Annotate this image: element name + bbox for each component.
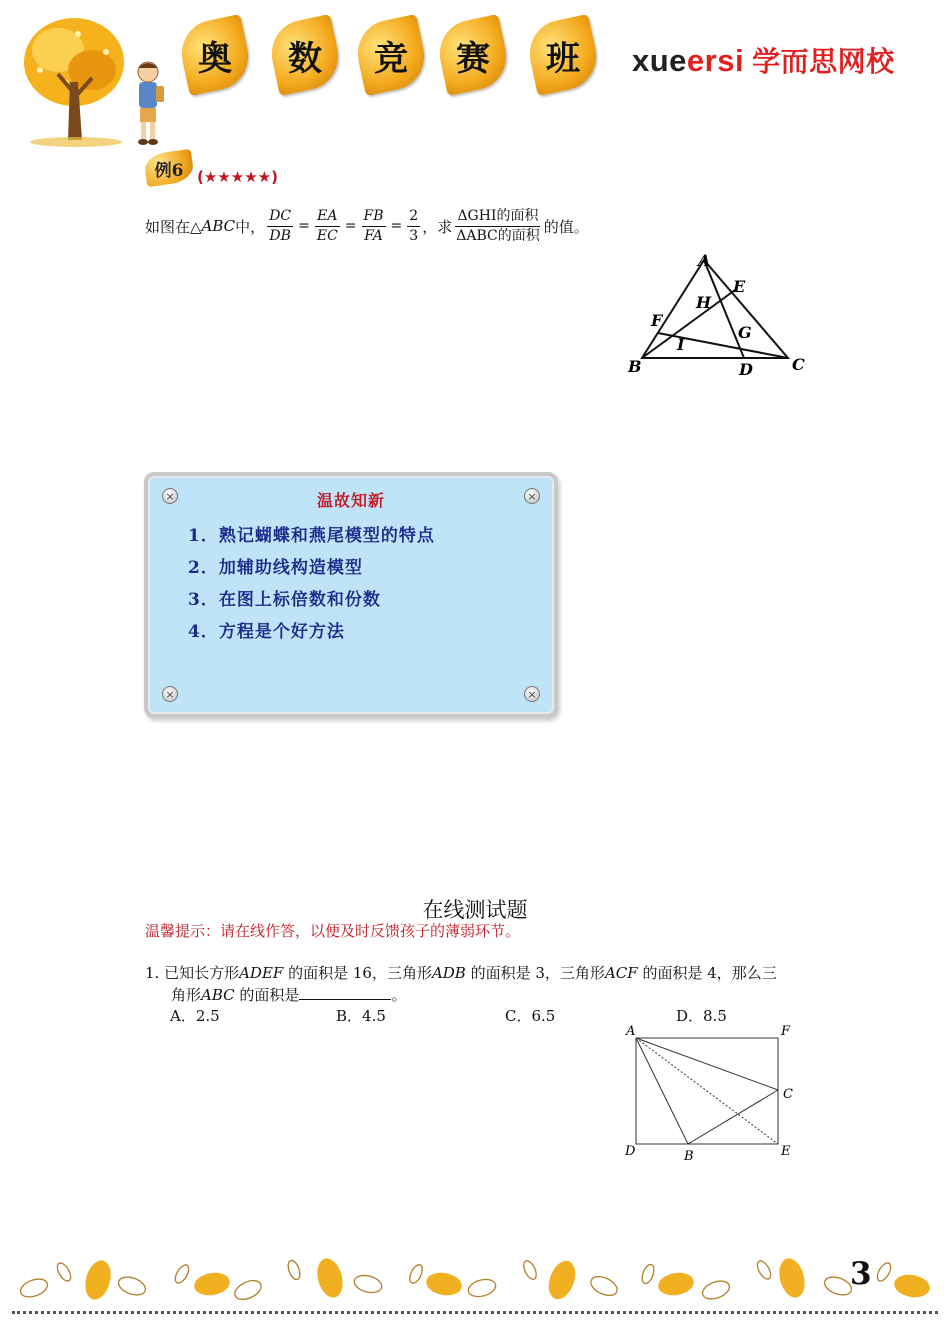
example-problem: 如图在△ ABC 中， $\frac{DC}{DB}$ = $\frac{EA}{EC}$ = $\frac{FB}{FA}$ = $\frac{2}{3}$ ，求 $\frac{\text{ΔGHI的面积}}{\text{ΔABC的面积}}$ 的值。	[145, 207, 589, 244]
fraction-fb-fa: $\frac{FB}{FA}$	[363, 207, 384, 244]
rect-label-a: A	[626, 1024, 636, 1039]
page-number: 3	[850, 1256, 872, 1292]
rect-label-e: E	[781, 1144, 791, 1159]
review-item: 3．在图上标倍数和份数	[188, 590, 381, 610]
review-box	[144, 472, 558, 718]
point-label-h: H	[696, 293, 712, 312]
footer-divider	[12, 1311, 938, 1314]
rect-label-f: F	[781, 1024, 791, 1039]
title-leaf-5: 班	[530, 20, 596, 90]
screw-icon: ×	[162, 488, 178, 504]
review-item: 1．熟记蝴蝶和燕尾模型的特点	[188, 526, 435, 546]
review-item: 2．加辅助线构造模型	[188, 558, 363, 578]
fraction-dc-db: $\frac{DC}{DB}$	[269, 207, 292, 244]
option-b[interactable]: B．4.5	[336, 1007, 386, 1025]
screw-icon: ×	[524, 488, 540, 504]
point-label-f: F	[651, 311, 663, 330]
title-leaf-1: 奥	[182, 20, 248, 90]
fraction-ea-ec: $\frac{EA}{EC}$	[316, 207, 338, 244]
review-list	[188, 520, 435, 648]
fraction-ratio: $\frac{2}{3}$	[409, 207, 419, 244]
difficulty-stars: (★★★★★)	[197, 168, 278, 186]
title-leaf-2: 数	[272, 20, 338, 90]
rect-label-b: B	[684, 1149, 694, 1164]
rect-label-d: D	[625, 1144, 636, 1159]
online-tip: 温馨提示：请在线作答，以便及时反馈孩子的薄弱环节。	[145, 922, 521, 940]
screw-icon: ×	[524, 686, 540, 702]
rectangle-figure	[620, 1022, 800, 1164]
example-badge: 例6	[145, 152, 193, 184]
vertex-label-a: A	[698, 251, 711, 270]
brand-logo: xueersi 学而思网校	[632, 43, 895, 78]
point-label-d: D	[739, 360, 753, 379]
footer-leaves-decoration	[12, 1250, 938, 1310]
point-label-i: I	[677, 335, 685, 354]
review-title: 温故知新	[316, 491, 385, 510]
rect-label-c: C	[783, 1087, 793, 1102]
point-label-g: G	[738, 323, 752, 342]
vertex-label-c: C	[792, 355, 805, 374]
answer-blank[interactable]	[299, 984, 391, 1000]
question-1: 1. 已知长方形ADEF 的面积是 16，三角形ADB 的面积是 3，三角形ACF 的面积是 4，那么三 角形ABC 的面积是 。	[145, 964, 777, 1004]
point-label-e: E	[733, 277, 746, 296]
option-c[interactable]: C．6.5	[505, 1007, 556, 1025]
review-item: 4．方程是个好方法	[188, 622, 345, 642]
option-a[interactable]: A．2.5	[170, 1007, 220, 1025]
screw-icon: ×	[162, 686, 178, 702]
triangle-figure	[620, 248, 820, 380]
online-test-title: 在线测试题	[422, 898, 528, 922]
title-leaf-4: 赛	[440, 20, 506, 90]
option-d[interactable]: D．8.5	[676, 1007, 727, 1025]
child-illustration	[130, 60, 170, 148]
title-leaf-3: 竞	[358, 20, 424, 90]
vertex-label-b: B	[628, 357, 642, 376]
tree-illustration	[18, 12, 130, 152]
fraction-area-ratio: $\frac{\text{ΔGHI的面积}}{\text{ΔABC的面积}}$	[456, 207, 540, 244]
